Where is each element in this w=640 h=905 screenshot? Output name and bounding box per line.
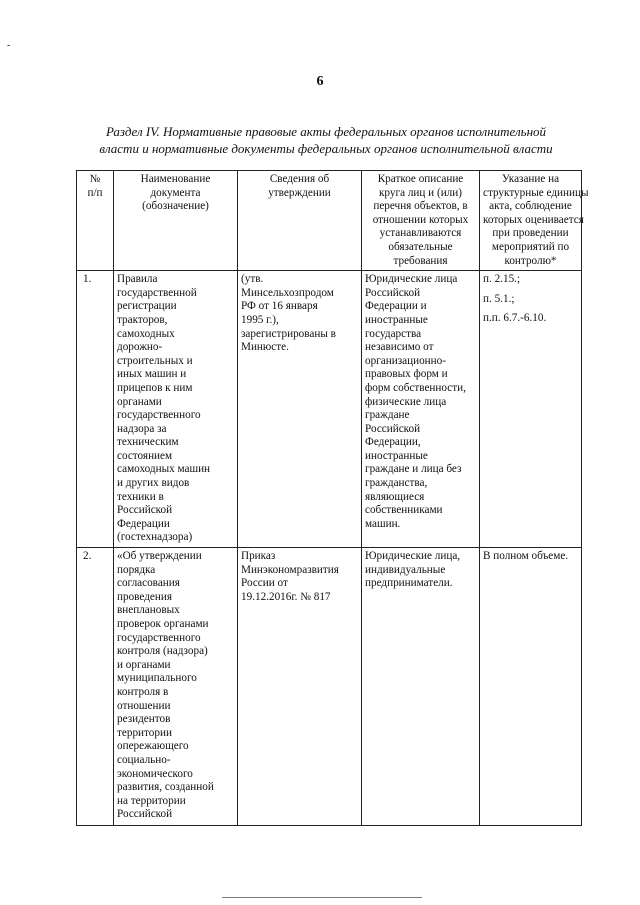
- row-approval-info: [238, 271, 362, 548]
- cell-line: контроля (надзора): [117, 645, 208, 658]
- cell-line: физические лица: [365, 395, 447, 408]
- cell-line: отношении которых: [372, 213, 469, 226]
- row-number: 1.: [77, 271, 114, 548]
- cell-line: и других видов: [117, 477, 190, 490]
- cell-line: Сведения об: [269, 173, 330, 185]
- table-row: [77, 548, 582, 826]
- cell-line: опережающего: [117, 740, 189, 753]
- row-number: 2.: [77, 548, 114, 826]
- row-structural-units: [480, 548, 582, 826]
- cell-line: Федерации: [117, 517, 170, 530]
- header-number: [77, 171, 114, 271]
- cell-line: отношении: [117, 699, 171, 712]
- cell-line: Приказ: [241, 550, 276, 563]
- cell-line: порядка: [117, 563, 156, 576]
- row-approval-info: [238, 548, 362, 826]
- cell-line: техническим: [117, 436, 179, 449]
- cell-line: на территории: [117, 794, 186, 807]
- section-title: [76, 123, 576, 157]
- header-scope-description: [362, 171, 480, 271]
- cell-line: индивидуальные: [365, 563, 446, 576]
- cell-line: и органами: [117, 658, 171, 671]
- row-structural-units: [480, 271, 582, 548]
- cell-line: (утв.: [241, 273, 264, 286]
- cell-line: предприниматели.: [365, 577, 453, 590]
- cell-line: гражданства,: [365, 477, 428, 490]
- cell-line: Минэкономразвития: [241, 563, 339, 576]
- cell-line: Правила: [117, 273, 158, 286]
- cell-line: Наименование: [140, 173, 211, 185]
- cell-line: надзора за: [117, 422, 167, 435]
- cell-line: зарегистрированы в: [241, 327, 336, 340]
- cell-line: тракторов,: [117, 313, 168, 326]
- cell-line: развития, созданной: [117, 781, 214, 794]
- row-scope-description: [362, 271, 480, 548]
- cell-line: 1995 г.),: [241, 313, 279, 326]
- cell-line: государственного: [117, 631, 201, 644]
- cell-line: при проведении: [492, 227, 569, 240]
- row-document-name: [114, 548, 238, 826]
- cell-line: акта, соблюдение: [489, 200, 572, 213]
- cell-line: России от: [241, 577, 288, 590]
- header-structural-units: [480, 171, 589, 271]
- header-approval-info: [238, 171, 362, 271]
- normative-acts-table: [76, 170, 589, 826]
- cell-line: Минюсте.: [241, 341, 289, 354]
- cell-line: Федерации,: [365, 436, 421, 449]
- cell-line: собственниками: [365, 504, 443, 517]
- cell-line: документа: [150, 186, 201, 199]
- cell-line: форм собственности,: [365, 381, 466, 394]
- cell-line: структурные единицы: [483, 186, 589, 199]
- cell-line: Российской: [117, 504, 173, 517]
- cell-line: государственной: [117, 286, 197, 299]
- cell-line: которых оценивается: [483, 213, 584, 226]
- page-marker: -: [7, 40, 11, 51]
- structural-unit-item: п. 5.1.;: [483, 292, 515, 305]
- cell-line: территории: [117, 726, 172, 739]
- cell-line: государственного: [117, 409, 201, 422]
- cell-line: Юридические лица: [365, 273, 458, 286]
- cell-line: РФ от 16 января: [241, 300, 318, 313]
- row-scope-description: [362, 548, 480, 826]
- cell-line: иных машин и: [117, 368, 187, 381]
- page-number: 6: [316, 74, 324, 89]
- cell-line: иностранные: [365, 449, 428, 462]
- header-document-name: [114, 171, 238, 271]
- cell-line: Российской: [365, 422, 421, 435]
- cell-line: проведения: [117, 590, 172, 603]
- structural-unit-item: В полном объеме.: [483, 550, 569, 563]
- table-header-row: [77, 171, 582, 271]
- cell-line: устанавливаются: [379, 227, 462, 240]
- cell-line: самоходных машин: [117, 463, 211, 476]
- bottom-rule: [222, 897, 422, 898]
- cell-line: утверждении: [268, 186, 331, 199]
- cell-line: (обозначение): [142, 200, 209, 213]
- cell-line: государства: [365, 327, 422, 340]
- cell-line: машин.: [365, 517, 401, 530]
- cell-line: согласования: [117, 577, 180, 590]
- structural-unit-item: п.п. 6.7.-6.10.: [483, 312, 547, 325]
- cell-line: 19.12.2016г. № 817: [241, 590, 331, 603]
- cell-line: резидентов: [117, 713, 171, 726]
- cell-line: организационно-: [365, 354, 446, 367]
- cell-line: обязательные: [388, 240, 453, 253]
- cell-line: иностранные: [365, 313, 428, 326]
- cell-line: граждане: [365, 409, 410, 422]
- cell-line: Указание на: [501, 173, 560, 185]
- cell-line: Юридические лица,: [365, 550, 461, 563]
- cell-line: органами: [117, 395, 162, 408]
- cell-line: Минсельхозпродом: [241, 286, 334, 299]
- cell-line: проверок органами: [117, 618, 209, 630]
- cell-line: строительных и: [117, 354, 193, 367]
- cell-line: «Об утверждении: [117, 550, 202, 563]
- section-title-line-2: власти и нормативные документы федеральных органов исполнительной власти: [99, 141, 553, 156]
- cell-line: правовых форм и: [365, 368, 448, 381]
- cell-line: перечня объектов, в: [373, 200, 468, 213]
- cell-line: граждане и лица без: [365, 463, 462, 476]
- cell-line: Российской: [117, 808, 173, 821]
- cell-line: требования: [393, 254, 448, 267]
- row-document-name: [114, 271, 238, 548]
- cell-line: круга лиц и (или): [379, 186, 462, 199]
- cell-line: являющиеся: [365, 490, 425, 503]
- cell-line: Федерации и: [365, 300, 427, 313]
- cell-line: №: [89, 173, 101, 185]
- cell-line: прицепов к ним: [117, 381, 193, 394]
- structural-unit-item: п. 2.15.;: [483, 273, 521, 286]
- cell-line: дорожно-: [117, 341, 163, 354]
- cell-line: независимо от: [365, 341, 434, 354]
- cell-line: техники в: [117, 490, 164, 503]
- cell-line: состоянием: [117, 449, 173, 462]
- cell-line: экономического: [117, 767, 193, 780]
- cell-line: муниципального: [117, 672, 197, 685]
- cell-line: (гостехнадзора): [117, 531, 193, 544]
- cell-line: контролю*: [504, 254, 557, 267]
- table-row: [77, 271, 582, 548]
- cell-line: внеплановых: [117, 604, 180, 617]
- cell-line: мероприятий по: [491, 240, 570, 253]
- cell-line: контроля в: [117, 685, 169, 698]
- cell-line: самоходных: [117, 327, 175, 340]
- section-title-line-1: Раздел IV. Нормативные правовые акты федеральных органов исполнительной: [105, 124, 547, 139]
- cell-line: Российской: [365, 286, 421, 299]
- cell-line: регистрации: [117, 300, 177, 313]
- cell-line: Краткое описание: [377, 173, 464, 185]
- cell-line: п/п: [87, 186, 103, 199]
- cell-line: социально-: [117, 753, 171, 766]
